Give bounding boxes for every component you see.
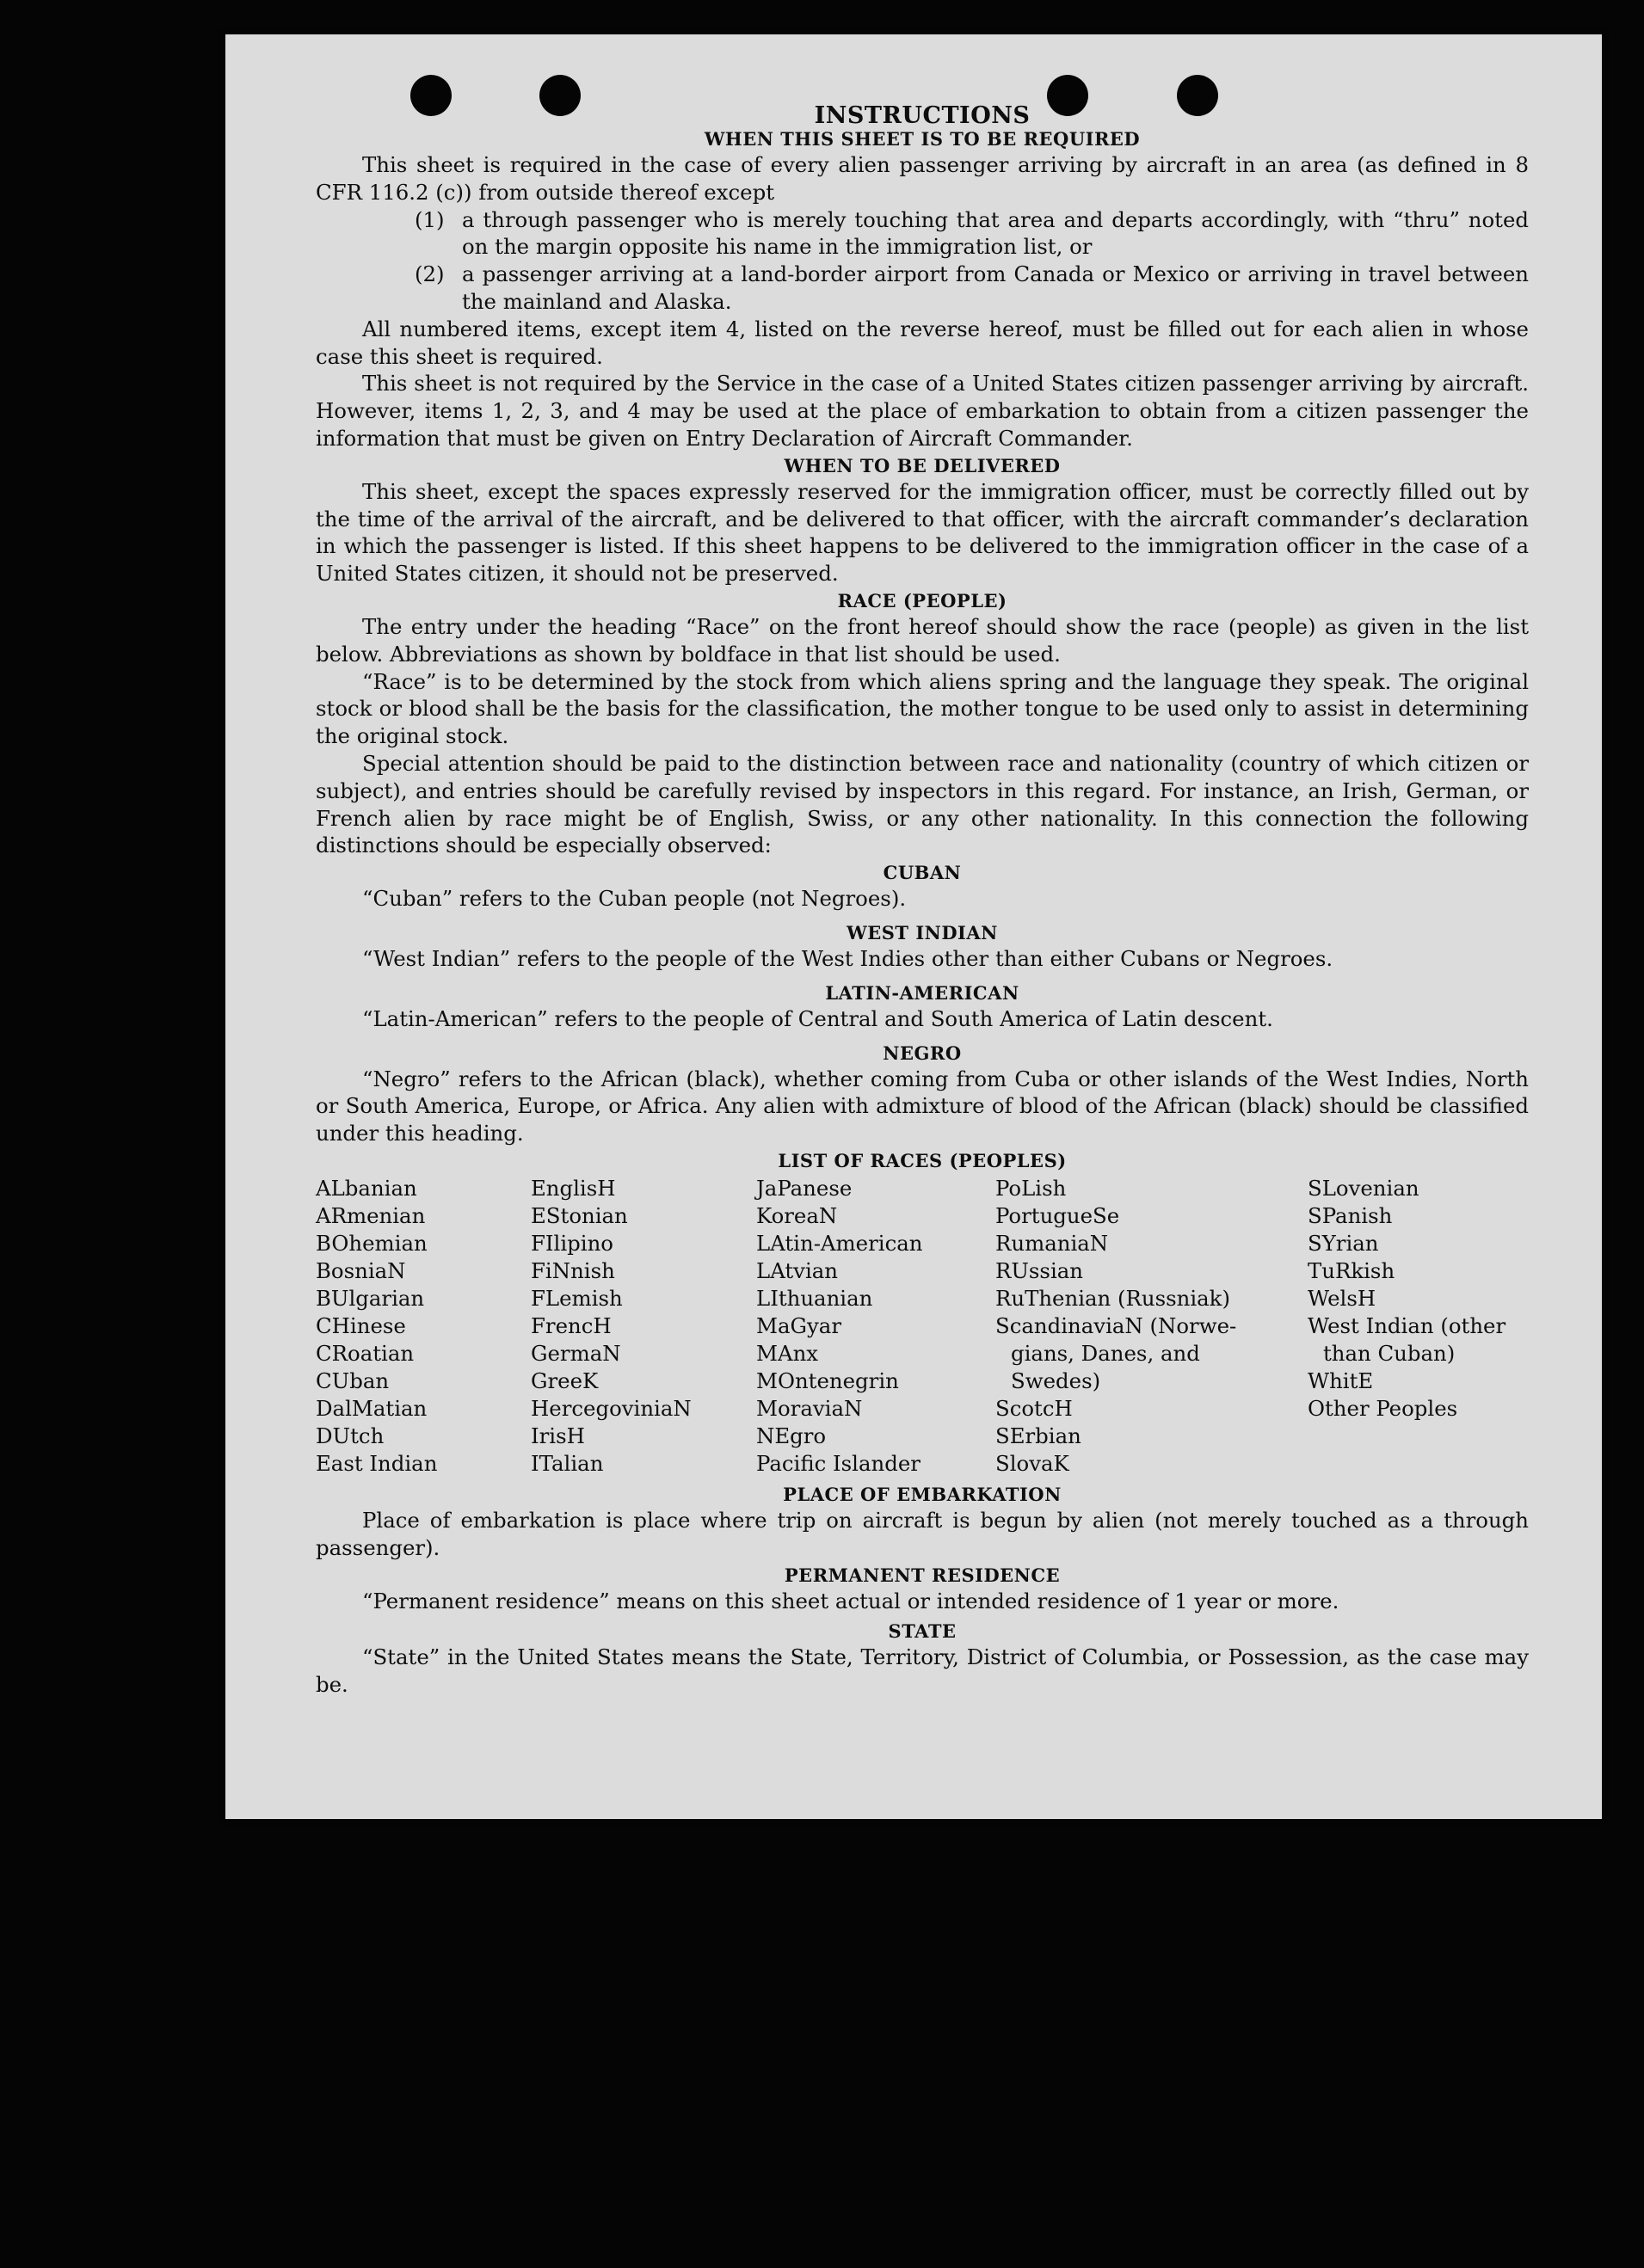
race-column	[995, 1175, 1308, 1478]
race-entry: RumaniaN	[995, 1230, 1109, 1256]
race-entry: NEgro	[756, 1423, 827, 1448]
race-entry: DUtch	[316, 1423, 385, 1448]
exception-text: a through passenger who is merely touching that area and departs accordingly, with “thru” noted on the margin opposite his name in the immigration list, or	[462, 206, 1529, 260]
race-entry: PoLish	[995, 1175, 1067, 1201]
race-list	[316, 1175, 1529, 1478]
exception-number: (1)	[415, 206, 445, 232]
paragraph: This sheet is not required by the Service in the case of a United States citizen passenger arriving by aircraft. However, items 1, 2, 3, and 4 may be used at the place of embarkation to obtain from a citizen passenger the information that must be given on Entry Declaration of Aircraft Commander.	[316, 371, 1529, 451]
section-heading: WHEN THIS SHEET IS TO BE REQUIRED	[704, 128, 1141, 150]
race-entry: SPanish	[1308, 1202, 1393, 1228]
race-entry: SYrian	[1308, 1230, 1379, 1256]
instructions-content	[316, 101, 1529, 1699]
race-entry: IrisH	[531, 1423, 585, 1448]
race-entry: ITalian	[531, 1450, 604, 1476]
paragraph: The entry under the heading “Race” on the front hereof should show the race (people) as given in the list below. Abbreviations as shown by boldface in that list should be used.	[316, 613, 1529, 667]
race-entry: BUlgarian	[316, 1285, 425, 1311]
paragraph: “State” in the United States means the State, Territory, District of Columbia, or Possession, as the case may be.	[316, 1644, 1529, 1698]
section-heading: WEST INDIAN	[847, 921, 998, 943]
paragraph: “Race” is to be determined by the stock from which aliens spring and the language they speak. The original stock or blood shall be the basis for the classification, the mother tongue to be used only to assist in determining the original stock.	[316, 668, 1529, 749]
paragraph: “Cuban” refers to the Cuban people (not Negroes).	[362, 886, 907, 912]
section-heading: PLACE OF EMBARKATION	[783, 1483, 1062, 1505]
race-entry: ScotcH	[995, 1395, 1073, 1421]
race-entry: SErbian	[995, 1423, 1081, 1448]
paragraph: “West Indian” refers to the people of the West Indies other than either Cubans or Negroes.	[362, 945, 1333, 971]
race-entry: than Cuban)	[1323, 1340, 1456, 1366]
paragraph: All numbered items, except item 4, listed on the reverse hereof, must be filled out for each alien in whose case this sheet is required.	[316, 316, 1529, 369]
race-entry: Other Peoples	[1308, 1395, 1458, 1421]
race-entry: BOhemian	[316, 1230, 428, 1256]
race-column	[531, 1175, 756, 1478]
race-entry: CUban	[316, 1368, 390, 1393]
section-heading: LATIN-AMERICAN	[825, 981, 1019, 1004]
race-entry: GreeK	[531, 1368, 599, 1393]
race-entry: GermaN	[531, 1340, 621, 1366]
race-entry: MaGyar	[756, 1312, 841, 1338]
race-entry: ALbanian	[316, 1175, 417, 1201]
race-entry: WhitE	[1308, 1368, 1374, 1393]
race-column	[756, 1175, 995, 1478]
race-entry: LAtvian	[756, 1257, 839, 1283]
paragraph: This sheet is required in the case of every alien passenger arriving by aircraft in an area (as defined in 8 CFR 116.2 (c)) from outside thereof except	[316, 152, 1529, 205]
race-entry: FIlipino	[531, 1230, 613, 1256]
race-entry: East Indian	[316, 1450, 438, 1476]
page-title: INSTRUCTIONS	[814, 102, 1031, 129]
paragraph: “Permanent residence” means on this sheet actual or intended residence of 1 year or more.	[362, 1588, 1339, 1613]
race-entry: MOntenegrin	[756, 1368, 899, 1393]
race-entry: DalMatian	[316, 1395, 428, 1421]
race-column	[1308, 1175, 1529, 1478]
paragraph: “Latin-American” refers to the people of Central and South America of Latin descent.	[362, 1005, 1273, 1031]
race-entry: SLovenian	[1308, 1175, 1419, 1201]
paragraph: “Negro” refers to the African (black), whether coming from Cuba or other islands of the West Indies, North or South America, Europe, or Africa. Any alien with admixture of blood of the African (black) should be classified under this heading.	[316, 1066, 1529, 1146]
race-entry: EStonian	[531, 1202, 628, 1228]
section-heading: LIST OF RACES (PEOPLES)	[778, 1149, 1067, 1171]
race-entry: gians, Danes, and	[1011, 1340, 1200, 1366]
race-entry: TuRkish	[1308, 1257, 1395, 1283]
paragraph: This sheet, except the spaces expressly reserved for the immigration officer, must be correctly filled out by the time of the arrival of the aircraft, and be delivered to that officer, with the aircraft commander’s declaration in which the passenger is listed. If this sheet happens to be delivered to the immigration officer in the case of a United States citizen, it should not be preserved.	[316, 478, 1529, 587]
race-entry: MAnx	[756, 1340, 819, 1366]
race-entry: Pacific Islander	[756, 1450, 921, 1476]
section-heading: STATE	[888, 1620, 957, 1643]
race-entry: CRoatian	[316, 1340, 415, 1366]
section-heading: PERMANENT RESIDENCE	[784, 1564, 1061, 1586]
race-entry: SlovaK	[995, 1450, 1069, 1476]
paragraph: Place of embarkation is place where trip on aircraft is begun by alien (not merely touched as a through passenger).	[316, 1507, 1529, 1560]
exception-text: a passenger arriving at a land-border airport from Canada or Mexico or arriving in travel between the mainland and Alaska.	[462, 261, 1529, 314]
document-page	[225, 34, 1602, 1819]
race-entry: KoreaN	[756, 1202, 838, 1228]
race-entry: ScandinaviaN (Norwe-	[995, 1312, 1237, 1338]
race-entry: RuThenian (Russniak)	[995, 1285, 1230, 1311]
race-entry: RUssian	[995, 1257, 1084, 1283]
race-entry: BosniaN	[316, 1257, 406, 1283]
section-heading: CUBAN	[883, 862, 962, 884]
race-entry: Swedes)	[1011, 1368, 1101, 1393]
paragraph: Special attention should be paid to the distinction between race and nationality (country of which citizen or subject), and entries should be carefully revised by inspectors in this regard. For instance, an Irish, German, or French alien by race might be of English, Swiss, or any other nationality. In this connection the following distinctions should be especially observed:	[316, 750, 1529, 858]
race-column	[316, 1175, 531, 1478]
race-entry: MoraviaN	[756, 1395, 863, 1421]
race-entry: LIthuanian	[756, 1285, 873, 1311]
exception-number: (2)	[415, 261, 445, 287]
race-entry: LAtin-American	[756, 1230, 923, 1256]
exception-item	[316, 206, 1529, 261]
race-entry: PortugueSe	[995, 1202, 1120, 1228]
race-entry: FiNnish	[531, 1257, 615, 1283]
race-entry: West Indian (other	[1308, 1312, 1506, 1338]
exception-item	[316, 261, 1529, 316]
section-heading: NEGRO	[883, 1042, 962, 1064]
section-heading: WHEN TO BE DELIVERED	[784, 454, 1061, 476]
race-entry: FLemish	[531, 1285, 623, 1311]
race-entry: ARmenian	[316, 1202, 426, 1228]
race-entry: EnglisH	[531, 1175, 616, 1201]
race-entry: CHinese	[316, 1312, 406, 1338]
race-entry: JaPanese	[756, 1175, 853, 1201]
race-entry: WelsH	[1308, 1285, 1376, 1311]
race-entry: HercegoviniaN	[531, 1395, 692, 1421]
race-entry: FrencH	[531, 1312, 612, 1338]
section-heading: RACE (PEOPLE)	[837, 589, 1007, 612]
